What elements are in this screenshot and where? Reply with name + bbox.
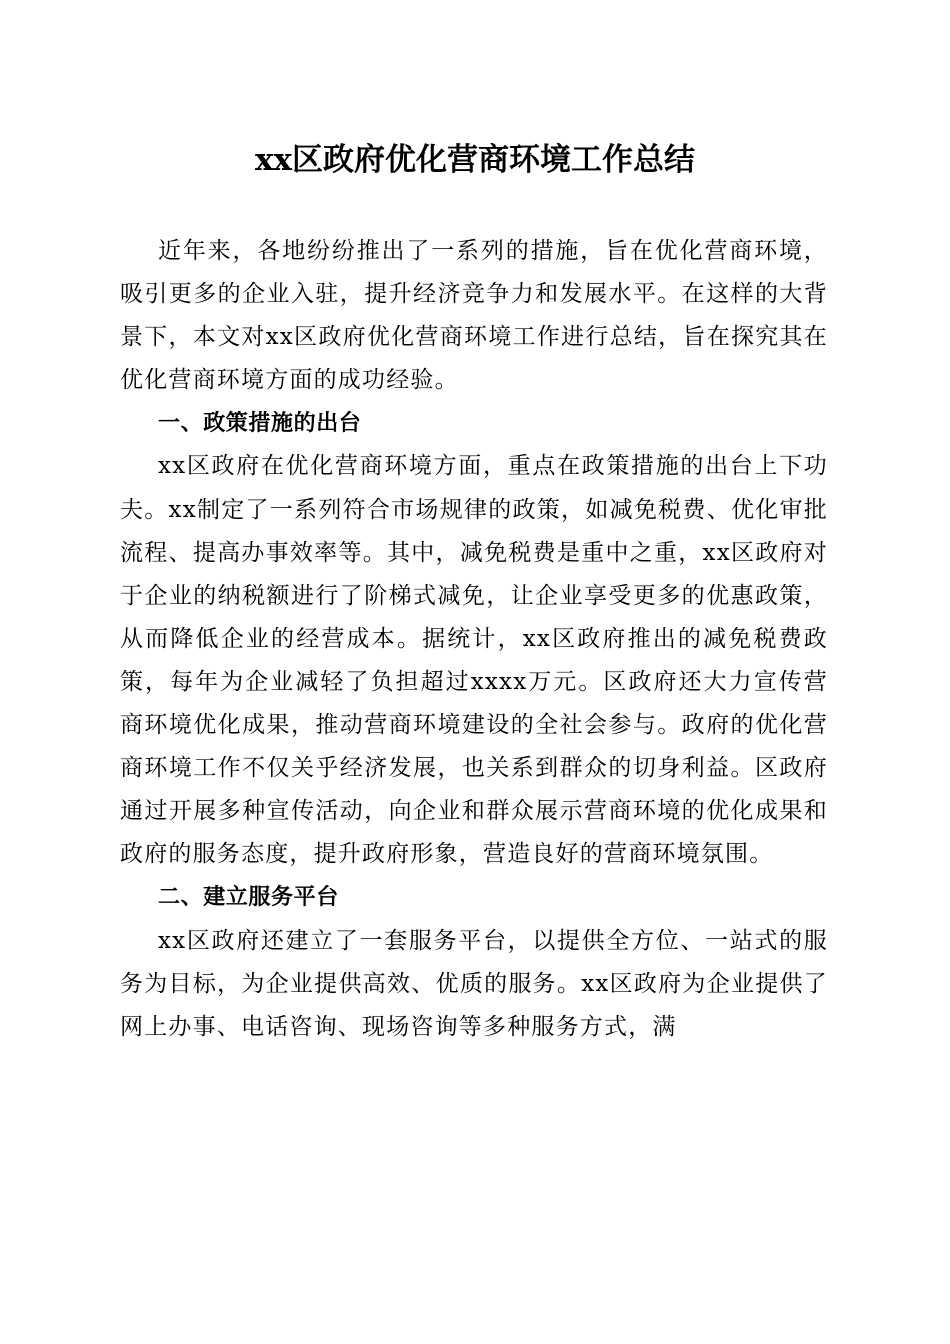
- section-heading-service-platform: 二、建立服务平台: [158, 885, 339, 911]
- section-paragraph-policy: xx区政府在优化营商环境方面，重点在政策措施的出台上下功夫。xx制定了一系列符合市场规律的政策，如减免税费、优化审批流程、提高办事效率等。其中，减免税费是重中之重，xx区政府对于企业的纳税额进行了阶梯式减免，让企业享受更多的优惠政策，从而降低企业的经营成本。据统计，xx区政府推出的减免税费政策，每年为企业减轻了负担超过xxxx万元。区政府还大力宣传营商环境优化成果，推动营商环境建设的全社会参与。政府的优化营商环境工作不仅关乎经济发展，也关系到群众的切身利益。区政府通过开展多种宣传活动，向企业和群众展示营商环境的优化成果和政府的服务态度，提升政府形象，营造良好的营商环境氛围。: [120, 453, 828, 868]
- section-paragraph-service-platform: xx区政府还建立了一套服务平台，以提供全方位、一站式的服务为目标，为企业提供高效、优质的服务。xx区政府为企业提供了网上办事、电话咨询、现场咨询等多种服务方式，满: [120, 927, 828, 1040]
- intro-paragraph: 近年来，各地纷纷推出了一系列的措施，旨在优化营商环境，吸引更多的企业入驻，提升经济竞争力和发展水平。在这样的大背景下，本文对xx区政府优化营商环境工作进行总结，旨在探究其在优化营商环境方面的成功经验。: [120, 238, 828, 394]
- document-body: [120, 230, 828, 1049]
- document-title: xx区政府优化营商环境工作总结: [255, 142, 695, 178]
- section-heading-policy: 一、政策措施的出台: [158, 411, 362, 437]
